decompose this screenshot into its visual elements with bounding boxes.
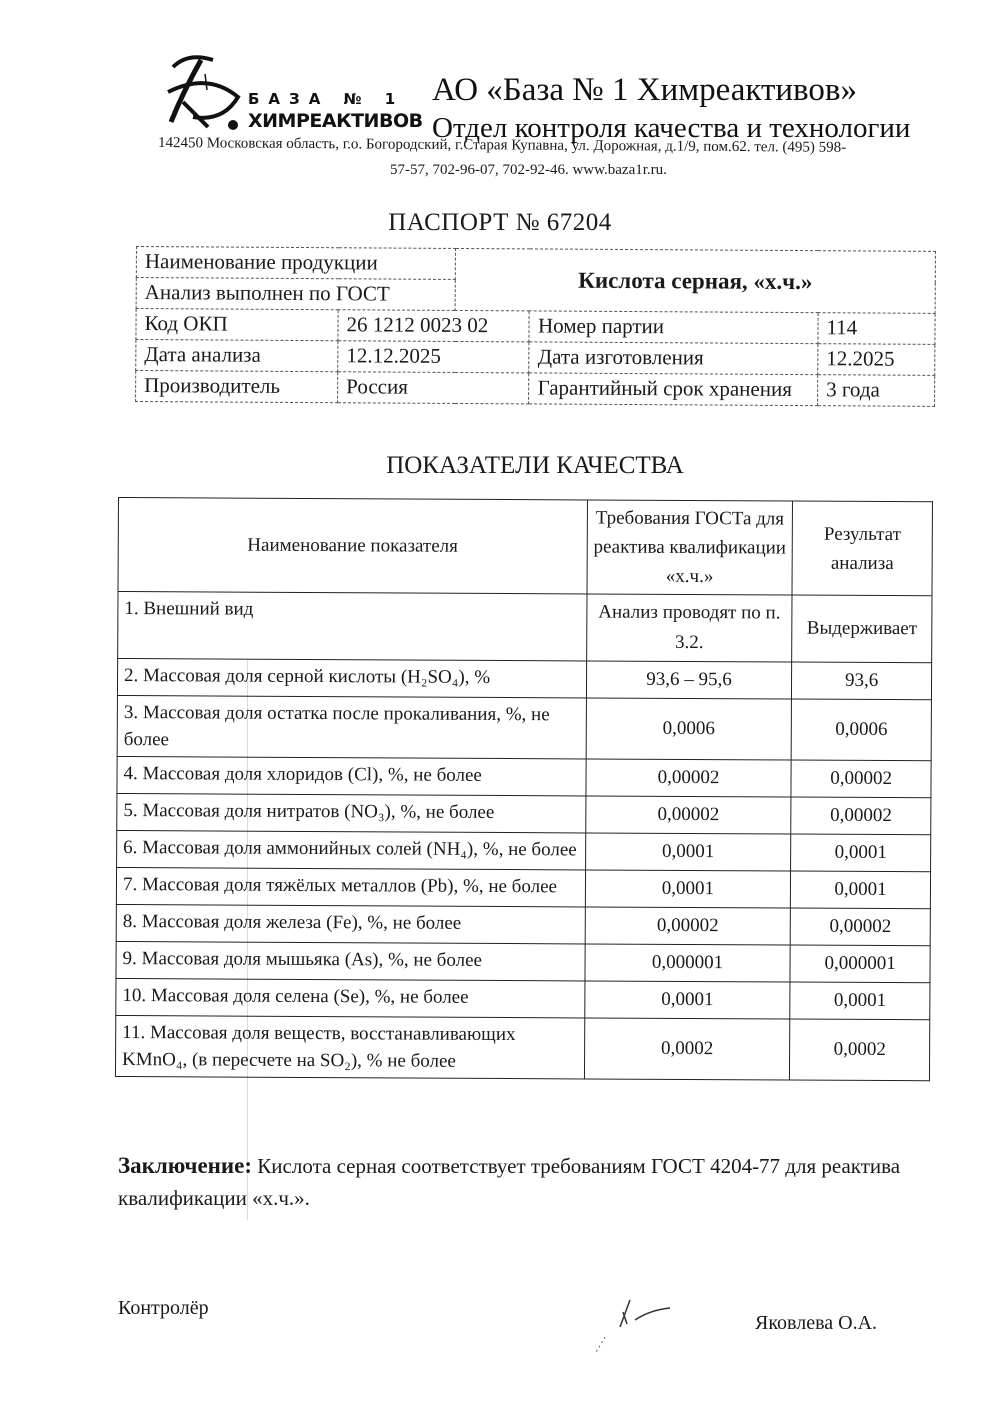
indicator-result: 0,000001 xyxy=(790,945,930,983)
table-row xyxy=(116,904,930,945)
indicator-name: 8. Массовая доля железа (Fe), %, не более xyxy=(116,904,585,943)
indicator-name: 1. Внешний вид xyxy=(118,592,587,661)
indicator-result: 0,0002 xyxy=(790,1019,930,1081)
table-row xyxy=(117,830,931,871)
indicator-requirement: 0,000001 xyxy=(585,944,791,982)
shelf-life-label: Гарантийный срок хранения xyxy=(529,373,818,406)
table-row xyxy=(117,695,931,760)
indicator-requirement: 0,00002 xyxy=(586,759,792,797)
analysis-date-value: 12.12.2025 xyxy=(338,341,530,373)
indicator-result: 0,00002 xyxy=(790,908,930,946)
indicator-requirement: 0,0001 xyxy=(585,981,791,1019)
indicator-requirement: 0,0006 xyxy=(586,698,792,760)
signer-name: Яковлева О.А. xyxy=(755,1312,878,1334)
indicator-requirement: 0,00002 xyxy=(585,907,791,945)
column-header-name: Наименование показателя xyxy=(118,498,587,594)
indicator-requirement: 0,0002 xyxy=(584,1018,790,1080)
passport-title: ПАСПОРТ № 67204 xyxy=(388,209,612,236)
column-header-result: Результат анализа xyxy=(792,501,932,596)
indicator-name: 5. Массовая доля нитратов (NO₃), %, не более xyxy=(117,793,586,832)
passport-info-table xyxy=(135,246,936,407)
indicator-requirement: 0,00002 xyxy=(585,796,791,834)
table-row xyxy=(117,793,931,834)
indicator-requirement: Анализ проводят по п. 3.2. xyxy=(586,594,792,662)
conclusion xyxy=(118,1150,918,1214)
indicator-name: 10. Массовая доля селена (Se), %, не более xyxy=(116,978,585,1017)
address-line-1: 142450 Московская область, г.о. Богородский, г.Старая Купавна, ул. Дорожная, д.1/9, пом.62. тел. (495) 598- xyxy=(157,135,847,156)
brand-line-1: БАЗА № 1 xyxy=(248,90,405,108)
indicator-result: 0,0001 xyxy=(791,834,931,872)
quality-section-title: ПОКАЗАТЕЛИ КАЧЕСТВА xyxy=(386,452,684,479)
table-row xyxy=(116,867,930,908)
indicator-name: 7. Массовая доля тяжёлых металлов (Pb), %, не более xyxy=(116,867,585,906)
manufacturer-label: Производитель xyxy=(136,371,338,403)
conclusion-text: Кислота серная соответствует требованиям ГОСТ 4204-77 для реактива квалификации «х.ч.». xyxy=(118,1154,901,1210)
company-name: АО «База № 1 Химреактивов» xyxy=(432,72,857,108)
indicator-result: 0,00002 xyxy=(791,797,931,835)
gost-label: Анализ выполнен по ГОСТ xyxy=(136,278,455,311)
okp-value: 26 1212 0023 02 xyxy=(338,310,530,342)
indicator-result: 93,6 xyxy=(792,662,932,700)
manufacture-date-label: Дата изготовления xyxy=(529,342,818,375)
product-value: Кислота серная, «х.ч.» xyxy=(455,248,935,313)
signature-mark-icon xyxy=(575,1292,685,1362)
indicator-result: Выдерживает xyxy=(792,595,932,663)
address-line-2: 57-57, 702-96-07, 702-92-46. www.baza1r.ru. xyxy=(390,162,667,178)
indicator-name: 6. Массовая доля аммонийных солей (NH₄), %, не более xyxy=(117,830,586,869)
batch-label: Номер партии xyxy=(529,311,818,344)
indicator-result: 0,0006 xyxy=(791,699,931,761)
conclusion-label: Заключение: xyxy=(118,1153,253,1178)
indicator-result: 0,0001 xyxy=(790,982,930,1020)
signer-role: Контролёр xyxy=(118,1297,209,1319)
indicator-name: 11. Массовая доля веществ, восстанавливающих KMnO₄, (в пересчете на SO₂), % не более xyxy=(115,1015,584,1078)
manufacture-date-value: 12.2025 xyxy=(818,344,935,376)
indicator-name: 4. Массовая доля хлоридов (Cl), %, не более xyxy=(117,756,586,795)
indicator-name: 2. Массовая доля серной кислоты (H₂SO₄), % xyxy=(117,659,586,698)
shelf-life-value: 3 года xyxy=(818,375,935,407)
company-logo-icon xyxy=(163,52,243,132)
manufacturer-value: Россия xyxy=(338,372,530,404)
table-row xyxy=(117,659,931,700)
okp-label: Код ОКП xyxy=(136,309,338,341)
table-row xyxy=(117,756,931,797)
table-row xyxy=(116,941,930,982)
table-row xyxy=(118,592,932,663)
indicator-result: 0,0001 xyxy=(791,871,931,909)
batch-value: 114 xyxy=(818,313,935,345)
table-row xyxy=(116,978,930,1019)
product-label: Наименование продукции xyxy=(136,247,455,280)
indicator-name: 9. Массовая доля мышьяка (As), %, не более xyxy=(116,941,585,980)
brand-line-2: ХИМРЕАКТИВОВ xyxy=(248,110,423,132)
quality-indicators-table xyxy=(115,497,933,1081)
indicator-result: 0,00002 xyxy=(791,760,931,798)
indicator-requirement: 93,6 – 95,6 xyxy=(586,661,792,699)
indicator-requirement: 0,0001 xyxy=(585,833,791,871)
analysis-date-label: Дата анализа xyxy=(136,340,338,372)
indicator-name: 3. Массовая доля остатка после прокаливания, %, не более xyxy=(117,695,586,758)
department-name: Отдел контроля качества и технологии xyxy=(432,112,911,144)
indicator-requirement: 0,0001 xyxy=(585,870,791,908)
column-header-requirement: Требования ГОСТа для реактива квалификации «х.ч.» xyxy=(587,500,793,595)
table-row xyxy=(115,1015,929,1080)
